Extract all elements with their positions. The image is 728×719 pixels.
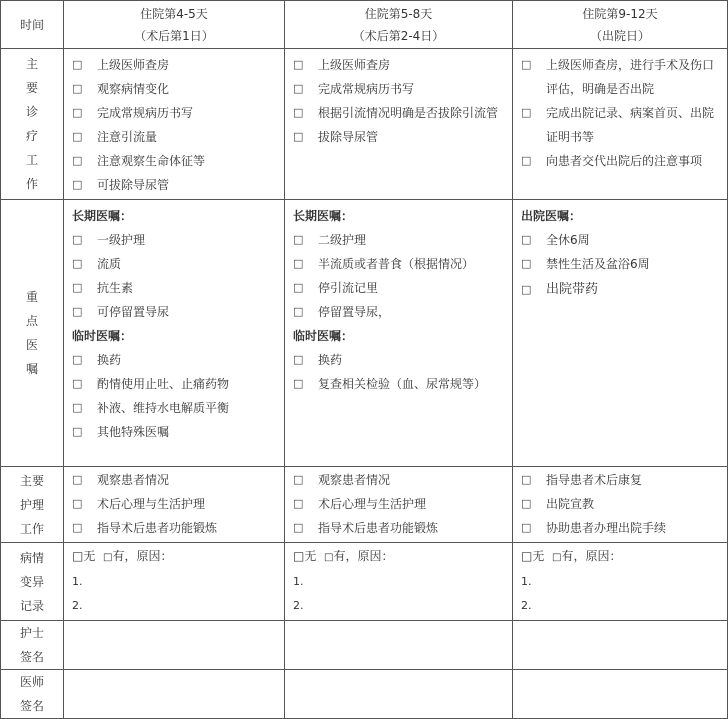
variation-line-2[interactable]: 2. (521, 599, 532, 612)
label-char: 重 (25, 290, 38, 304)
col-header-1-line2: （术后第1日） (134, 28, 214, 43)
checkbox-icon[interactable]: □ (293, 497, 304, 510)
main-work-col3 (513, 49, 728, 200)
checkbox-icon[interactable]: □ (293, 233, 304, 246)
orders-col3 (513, 200, 728, 467)
list-item: □ 上级医师查房 (293, 53, 512, 77)
label-char: 主 (25, 57, 38, 71)
checkbox-icon[interactable]: □ (293, 521, 304, 534)
list-item: □ 上级医师查房 (72, 53, 284, 77)
checkbox-yes[interactable]: □ (324, 552, 334, 563)
checkbox-icon[interactable]: □ (72, 497, 83, 510)
label-char: 医 (25, 338, 38, 352)
doctor-sign-field[interactable] (285, 670, 513, 719)
orders-label (1, 200, 64, 467)
temporary-orders-title: 临时医嘱： (293, 329, 354, 343)
nursing-col2 (285, 467, 513, 543)
list-item: □ 禁性生活及盆浴6周 (521, 252, 727, 276)
checkbox-icon[interactable]: □ (72, 82, 83, 95)
list-item: □ 指导患者术后康复 (521, 468, 727, 492)
label-line: 记录 (19, 598, 44, 613)
checkbox-icon[interactable]: □ (72, 353, 83, 366)
list-item: □ 其他特殊医嘱 (72, 420, 284, 444)
doctor-sign-field[interactable] (64, 670, 285, 719)
list-item: □ 可拔除导尿管 (72, 173, 284, 197)
checkbox-icon[interactable]: □ (293, 130, 304, 143)
checkbox-icon[interactable]: □ (293, 257, 304, 270)
checkbox-yes[interactable]: □ (552, 552, 562, 563)
list-item: □ 上级医师查房，进行手术及伤口评估，明确是否出院 (521, 53, 727, 101)
variation-options: □无 □有，原因： (72, 549, 173, 563)
label-char: 诊 (25, 105, 38, 119)
checkbox-icon[interactable]: □ (72, 154, 83, 167)
list-item: □ 可停留置导尿 (72, 300, 284, 324)
checkbox-icon[interactable]: □ (293, 473, 304, 486)
col-header-3 (513, 1, 728, 49)
label-line: 护理 (19, 497, 44, 512)
label-line: 护士 (19, 626, 44, 640)
checkbox-icon[interactable]: □ (521, 521, 532, 534)
checkbox-icon[interactable]: □ (72, 305, 83, 318)
list-item: □ 复查相关检验（血、尿常规等） (293, 372, 512, 396)
list-item: □ 拔除导尿管 (293, 125, 512, 149)
checkbox-icon[interactable]: □ (521, 497, 532, 510)
label-line: 病情 (19, 550, 44, 565)
checkbox-yes[interactable]: □ (103, 552, 113, 563)
nurse-sign-field[interactable] (285, 621, 513, 670)
checkbox-icon[interactable]: □ (293, 377, 304, 390)
checkbox-none[interactable]: □ (521, 549, 533, 563)
main-work-label (1, 49, 64, 200)
checkbox-icon[interactable]: □ (521, 257, 532, 270)
list-item: □ 出院宣教 (521, 492, 727, 516)
list-item: □ 注意引流量 (72, 125, 284, 149)
variation-col1 (64, 543, 285, 621)
list-item: □ 观察病情变化 (72, 77, 284, 101)
main-work-row (1, 49, 728, 200)
nurse-sign-label (1, 621, 64, 670)
orders-col2 (285, 200, 513, 467)
checkbox-icon[interactable]: □ (72, 130, 83, 143)
nursing-col1 (64, 467, 285, 543)
label-char: 作 (25, 177, 38, 191)
list-item: □ 向患者交代出院后的注意事项 (521, 149, 727, 173)
list-item: □ 流质 (72, 252, 284, 276)
label-line: 签名 (19, 699, 44, 713)
checkbox-icon[interactable]: □ (521, 106, 532, 119)
nursing-label (1, 467, 64, 543)
list-item: □ 出院带药 (521, 276, 727, 304)
list-item: □ 协助患者办理出院手续 (521, 516, 727, 540)
list-item: □ 全休6周 (521, 228, 727, 252)
nurse-sign-field[interactable] (64, 621, 285, 670)
checkbox-icon[interactable]: □ (521, 283, 532, 296)
orders-row (1, 200, 728, 467)
variation-line-2[interactable]: 2. (293, 599, 304, 612)
list-item: □ 观察患者情况 (293, 468, 512, 492)
list-item: □ 酌情使用止吐、止痛药物 (72, 372, 284, 396)
nurse-sign-row (1, 621, 728, 670)
variation-line-2[interactable]: 2. (72, 599, 83, 612)
variation-col2 (285, 543, 513, 621)
variation-row (1, 543, 728, 621)
list-item: □ 术后心理与生活护理 (293, 492, 512, 516)
checkbox-icon[interactable]: □ (293, 82, 304, 95)
checkbox-icon[interactable]: □ (72, 377, 83, 390)
checkbox-icon[interactable]: □ (72, 233, 83, 246)
checkbox-icon[interactable]: □ (72, 473, 83, 486)
list-item: □ 停留置导尿， (293, 300, 512, 324)
label-char: 嘱 (25, 362, 38, 376)
discharge-orders-title: 出院医嘱： (521, 209, 582, 223)
label-line: 主要 (19, 473, 44, 488)
list-item: □ 抗生素 (72, 276, 284, 300)
checkbox-icon[interactable]: □ (72, 106, 83, 119)
list-item: □ 半流质或者普食（根据情况） (293, 252, 512, 276)
checkbox-icon[interactable]: □ (72, 521, 83, 534)
checkbox-icon[interactable]: □ (72, 257, 83, 270)
label-line: 工作 (19, 521, 44, 536)
nursing-row (1, 467, 728, 543)
list-item: □ 完成常规病历书写 (72, 101, 284, 125)
checkbox-icon[interactable]: □ (293, 305, 304, 318)
label-line: 签名 (19, 650, 44, 664)
doctor-sign-label (1, 670, 64, 719)
checkbox-icon[interactable]: □ (521, 154, 532, 167)
label-char: 工 (25, 153, 38, 167)
col-header-2-line2: （术后第2-4日） (352, 28, 445, 43)
list-item: □ 二级护理 (293, 228, 512, 252)
checkbox-icon[interactable]: □ (72, 58, 83, 71)
list-item: □ 注意观察生命体征等 (72, 149, 284, 173)
col-header-2-line1: 住院第5-8天 (364, 6, 433, 21)
checkbox-icon[interactable]: □ (72, 425, 83, 438)
list-item: □ 一级护理 (72, 228, 284, 252)
list-item: □ 换药 (293, 348, 512, 372)
checkbox-icon[interactable]: □ (521, 473, 532, 486)
checkbox-icon[interactable]: □ (521, 58, 532, 71)
checkbox-icon[interactable]: □ (72, 178, 83, 191)
main-work-col2 (285, 49, 513, 200)
col-header-1 (64, 1, 285, 49)
checkbox-icon[interactable]: □ (521, 233, 532, 246)
header-row (1, 1, 728, 49)
list-item: □ 根据引流情况明确是否拔除引流管 (293, 101, 512, 125)
variation-options: □无 □有，原因： (521, 549, 622, 563)
list-item: □ 指导术后患者功能锻炼 (72, 516, 284, 540)
checkbox-icon[interactable]: □ (293, 281, 304, 294)
doctor-sign-row (1, 670, 728, 719)
list-item: □ 术后心理与生活护理 (72, 492, 284, 516)
long-term-orders-title: 长期医嘱： (293, 209, 354, 223)
orders-col1 (64, 200, 285, 467)
checkbox-icon[interactable]: □ (72, 281, 83, 294)
label-char: 点 (25, 314, 38, 328)
variation-label (1, 543, 64, 621)
checkbox-none[interactable]: □ (293, 549, 305, 563)
label-char: 要 (25, 81, 38, 95)
variation-line-1[interactable]: 1. (293, 575, 304, 588)
label-line: 变异 (19, 574, 44, 589)
variation-options: □无 □有，原因： (293, 549, 394, 563)
list-item: □ 观察患者情况 (72, 468, 284, 492)
nursing-col3 (513, 467, 728, 543)
list-item: □ 补液、维持水电解质平衡 (72, 396, 284, 420)
col-header-2 (285, 1, 513, 49)
list-item: □ 完成常规病历书写 (293, 77, 512, 101)
nurse-sign-field[interactable] (513, 621, 728, 670)
temporary-orders-title: 临时医嘱： (72, 329, 133, 343)
time-label: 时间 (1, 1, 64, 49)
checkbox-icon[interactable]: □ (72, 401, 83, 414)
list-item: □ 停引流记里 (293, 276, 512, 300)
label-char: 疗 (25, 129, 38, 143)
variation-col3 (513, 543, 728, 621)
checkbox-icon[interactable]: □ (293, 353, 304, 366)
variation-line-1[interactable]: 1. (72, 575, 83, 588)
list-item: □ 完成出院记录、病案首页、出院证明书等 (521, 101, 727, 149)
label-line: 医师 (19, 675, 44, 689)
checkbox-none[interactable]: □ (72, 549, 84, 563)
checkbox-icon[interactable]: □ (293, 58, 304, 71)
long-term-orders-title: 长期医嘱： (72, 209, 133, 223)
list-item: □ 指导术后患者功能锻炼 (293, 516, 512, 540)
col-header-3-line1: 住院第9-12天 (582, 6, 658, 21)
checkbox-icon[interactable]: □ (293, 106, 304, 119)
list-item: □ 换药 (72, 348, 284, 372)
col-header-1-line1: 住院第4-5天 (140, 6, 208, 21)
col-header-3-line2: （出院日） (589, 28, 650, 43)
doctor-sign-field[interactable] (513, 670, 728, 719)
variation-line-1[interactable]: 1. (521, 575, 532, 588)
main-work-col1 (64, 49, 285, 200)
